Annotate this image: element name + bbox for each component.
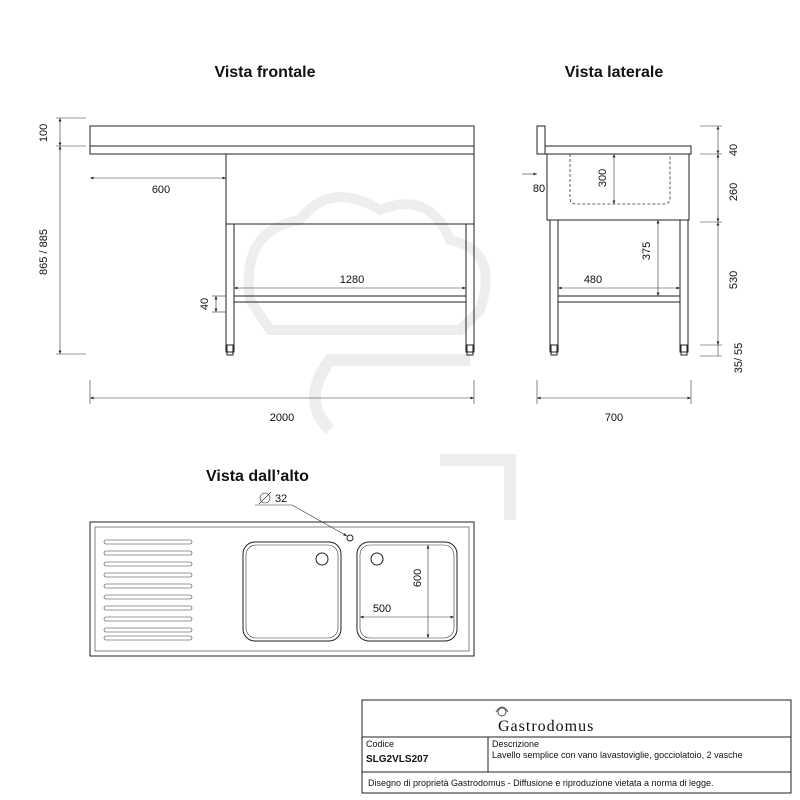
brand-name: Gastrodomus — [498, 718, 595, 735]
top-view — [90, 492, 474, 656]
dim-height: 865 / 885 — [38, 229, 50, 275]
code-value: SLG2VLS207 — [366, 754, 429, 765]
brand-logo-icon — [496, 707, 508, 716]
side-view — [522, 126, 745, 424]
dim-bowl-width: 500 — [372, 603, 392, 615]
dim-tap-hole: 32 — [275, 493, 288, 505]
code-label: Codice — [366, 739, 395, 749]
dim-shelf-depth: 480 — [583, 274, 603, 286]
front-view — [38, 118, 474, 424]
dim-backsplash: 100 — [38, 123, 50, 143]
dim-top-thickness: 40 — [728, 143, 740, 157]
dim-bowl-depth-side: 300 — [597, 168, 609, 188]
dim-bowl-depth-top: 600 — [412, 568, 424, 588]
dim-total-width: 2000 — [269, 412, 295, 424]
dim-feet: 35/ 55 — [733, 342, 745, 374]
title-block — [362, 700, 791, 793]
top-view-title: Vista dall’alto — [206, 468, 309, 485]
bowl-left — [243, 542, 341, 641]
side-view-title: Vista laterale — [564, 64, 664, 81]
copyright-footer: Disegno di proprietà Gastrodomus - Diffusione e riproduzione vietata a norma di legge. — [368, 778, 714, 788]
dim-leg-zone: 530 — [728, 270, 740, 290]
description-label: Descrizione — [492, 739, 540, 749]
description-value: Lavello semplice con vano lavastoviglie, gocciolatoio, 2 vasche — [492, 750, 743, 760]
dim-left-bay: 600 — [151, 184, 171, 196]
dim-bowl-to-shelf: 375 — [641, 241, 653, 261]
front-view-title: Vista frontale — [214, 64, 316, 81]
drain-right-icon — [371, 553, 383, 565]
tap-hole-icon — [347, 535, 353, 541]
drainboard-ribs — [104, 540, 192, 640]
dim-total-depth: 700 — [604, 412, 624, 424]
drain-left-icon — [316, 553, 328, 565]
dim-bowl-zone: 260 — [728, 182, 740, 202]
bowl-right — [357, 542, 457, 641]
dim-shelf-height: 40 — [199, 297, 211, 311]
dim-shelf-width: 1280 — [339, 274, 365, 286]
dim-backsplash-depth: 80 — [532, 183, 546, 195]
